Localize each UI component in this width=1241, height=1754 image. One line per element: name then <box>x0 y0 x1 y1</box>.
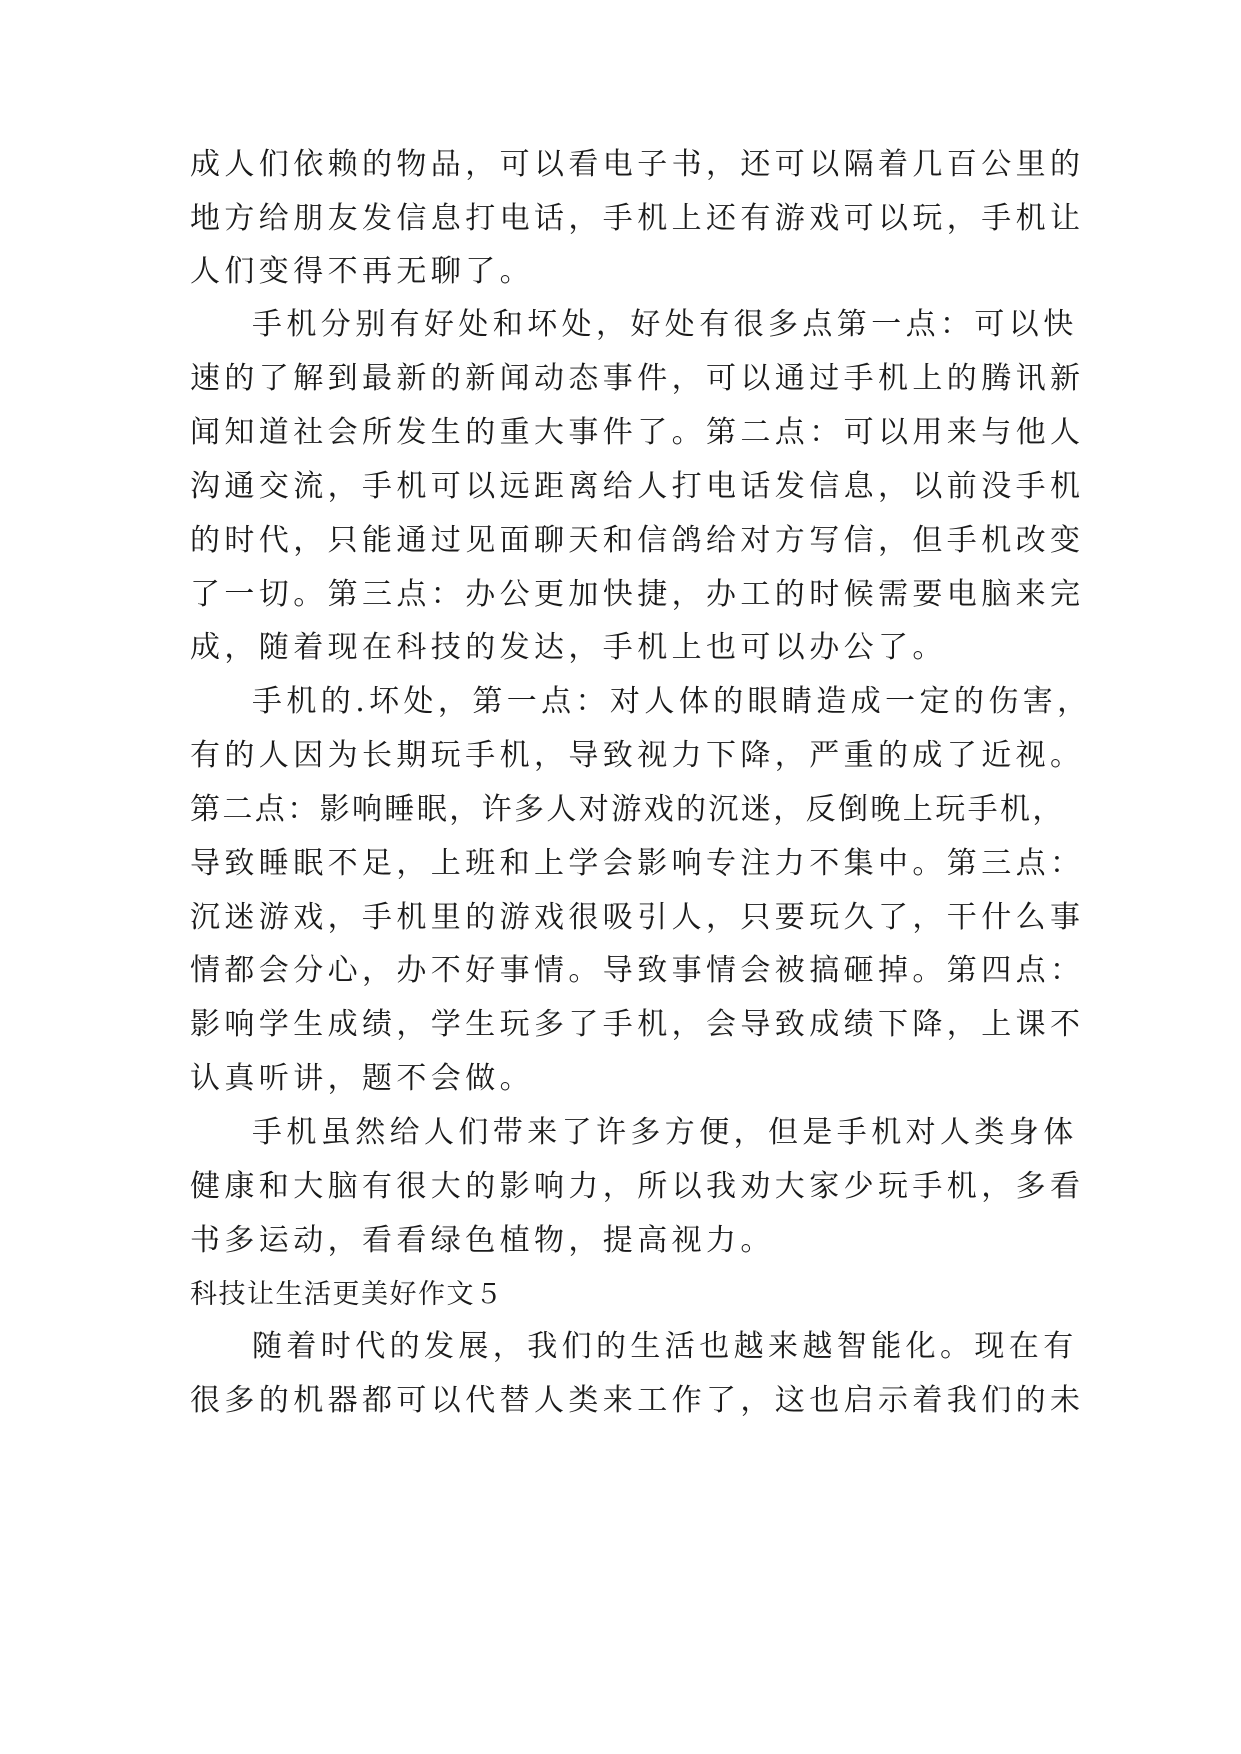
text-line: 很多的机器都可以代替人类来工作了，这也启示着我们的未 <box>190 1383 1085 1418</box>
text-line: 有的人因为长期玩手机，导致视力下降，严重的成了近视。 <box>190 738 1085 773</box>
text-line: 地方给朋友发信息打电话，手机上还有游戏可以玩，手机让 <box>190 201 1085 236</box>
text-line: 人们变得不再无聊了。 <box>190 254 534 289</box>
text-line: 了一切。第三点：办公更加快捷，办工的时候需要电脑来完 <box>190 577 1085 612</box>
text-line: 认真听讲，题不会做。 <box>190 1061 534 1096</box>
text-line: 闻知道社会所发生的重大事件了。第二点：可以用来与他人 <box>190 415 1085 450</box>
text-line: 手机分别有好处和坏处，好处有很多点第一点：可以快 <box>252 307 1078 342</box>
text-line: 手机虽然给人们带来了许多方便，但是手机对人类身体 <box>252 1115 1078 1150</box>
text-line: 健康和大脑有很大的影响力，所以我劝大家少玩手机，多看 <box>190 1169 1085 1204</box>
text-line: 书多运动，看看绿色植物，提高视力。 <box>190 1223 775 1258</box>
text-line: 情都会分心，办不好事情。导致事情会被搞砸掉。第四点： <box>190 953 1085 988</box>
text-line: 沟通交流，手机可以远距离给人打电话发信息，以前没手机 <box>190 469 1085 504</box>
text-line: 导致睡眠不足，上班和上学会影响专注力不集中。第三点： <box>190 846 1085 881</box>
text-line: 成，随着现在科技的发达，手机上也可以办公了。 <box>190 630 947 665</box>
text-line: 影响学生成绩，学生玩多了手机，会导致成绩下降，上课不 <box>190 1007 1085 1042</box>
text-line: 手机的.坏处，第一点：对人体的眼睛造成一定的伤害， <box>252 684 1092 719</box>
text-line: 随着时代的发展，我们的生活也越来越智能化。现在有 <box>252 1329 1078 1364</box>
text-line: 第二点：影响睡眠，许多人对游戏的沉迷，反倒晚上玩手机， <box>190 792 1065 827</box>
text-line: 沉迷游戏，手机里的游戏很吸引人，只要玩久了，干什么事 <box>190 900 1085 935</box>
text-line: 的时代，只能通过见面聊天和信鸽给对方写信，但手机改变 <box>190 523 1085 558</box>
section-heading: 科技让生活更美好作文５ <box>190 1279 504 1310</box>
text-line: 速的了解到最新的新闻动态事件，可以通过手机上的腾讯新 <box>190 361 1085 396</box>
text-line: 成人们依赖的物品，可以看电子书，还可以隔着几百公里的 <box>190 147 1085 182</box>
